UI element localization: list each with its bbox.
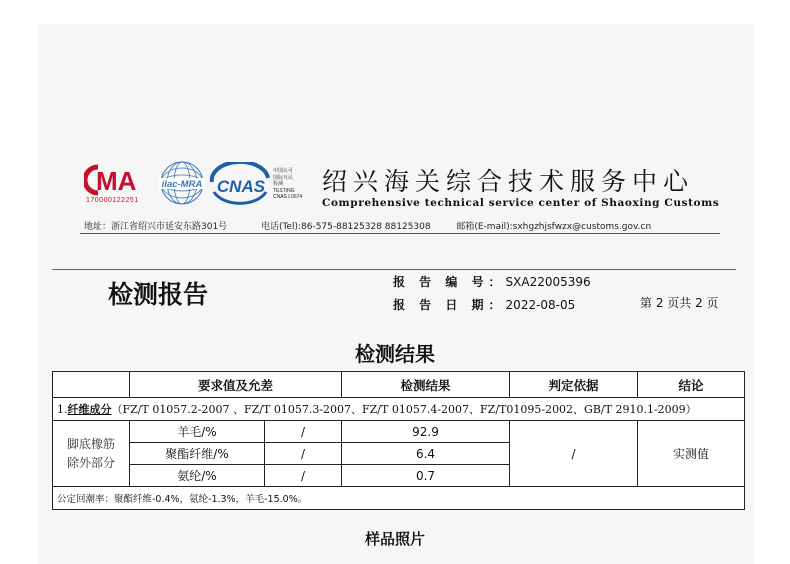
table-header-row [53, 372, 745, 398]
basis-cell: / [510, 421, 638, 487]
section-name: 纤维成分 [67, 403, 112, 416]
group-label-line: 除外部分 [66, 455, 115, 470]
header-basis: 判定依据 [510, 372, 638, 398]
group-label-line: 脚底橡筋 [66, 436, 115, 451]
report-date-value: 2022-08-05 [505, 298, 576, 312]
header-result: 检测结果 [342, 372, 510, 398]
section-cell [53, 398, 745, 421]
cnas-logo [208, 162, 272, 206]
item-cell: 聚酯纤维/% [130, 443, 265, 465]
cma-logo-text: MA [96, 166, 137, 196]
report-number-label: 报 告 编 号： [393, 275, 506, 289]
header-divider [80, 233, 720, 234]
cnas-side-line: TESTING [273, 187, 295, 194]
report-title: 检测报告 [108, 280, 209, 309]
moisture-regain-note: 公定回潮率：聚酯纤维-0.4%，氨纶-1.3%，羊毛-15.0%。 [53, 487, 745, 510]
ilac-mra-logo [156, 160, 208, 206]
requirement-cell: / [265, 465, 342, 487]
requirement-cell: / [265, 421, 342, 443]
cnas-side-line: CNAS L0674 [273, 194, 303, 200]
table-row [53, 421, 745, 443]
page-info: 第 2 页共 2 页 [640, 296, 719, 310]
cnas-logo-text: CNAS [216, 177, 266, 196]
address: 地址：浙江省绍兴市延安东路301号 [84, 222, 228, 232]
report-number-value: SXA22005396 [505, 275, 591, 289]
email: 邮箱(E-mail):sxhgzhjsfwzx@customs.gov.cn [456, 222, 652, 232]
conclusion-cell: 实测值 [638, 421, 745, 487]
note-row [53, 487, 745, 510]
header-blank [53, 372, 130, 398]
contact-line [84, 219, 651, 232]
item-cell: 氨纶/% [130, 465, 265, 487]
section-prefix: 1. [57, 403, 68, 416]
cma-logo [84, 163, 154, 197]
item-cell: 羊毛/% [130, 421, 265, 443]
ilac-logo-text: ilac-MRA [161, 179, 203, 190]
cnas-side-line: 国际互认 [273, 174, 294, 181]
phone: 电话(Tel):86-575-88125328 88125308 [260, 222, 431, 232]
header-conclusion: 结论 [638, 372, 745, 398]
org-name-cn: 绍兴海关综合技术服务中心 [322, 167, 695, 196]
cma-number: 170000122251 [86, 197, 139, 204]
cnas-side-line: 中国认可 [273, 168, 294, 174]
group-label [53, 421, 130, 487]
section-standards: （FZ/T 01057.2-2007 、FZ/T 01057.3-2007、FZ/T 01057.4-2007、FZ/T01095-2002、GB/T 2910.1-2009） [111, 403, 697, 416]
result-cell: 6.4 [342, 443, 510, 465]
section-row [53, 398, 745, 421]
cnas-side-line: 检测 [273, 181, 284, 187]
result-cell: 0.7 [342, 465, 510, 487]
cnas-accreditation-text [273, 168, 302, 201]
requirement-cell: / [265, 443, 342, 465]
title-divider [52, 269, 736, 270]
org-name-en: Comprehensive technical service center of Shaoxing Customs [322, 197, 720, 209]
report-number [393, 273, 591, 290]
header-requirement: 要求值及允差 [130, 372, 342, 398]
results-table [52, 371, 745, 510]
results-title: 检测结果 [355, 342, 435, 366]
report-date-label: 报 告 日 期： [393, 298, 506, 312]
result-cell: 92.9 [342, 421, 510, 443]
sample-photo-title: 样品照片 [364, 530, 425, 548]
report-date [393, 296, 575, 313]
